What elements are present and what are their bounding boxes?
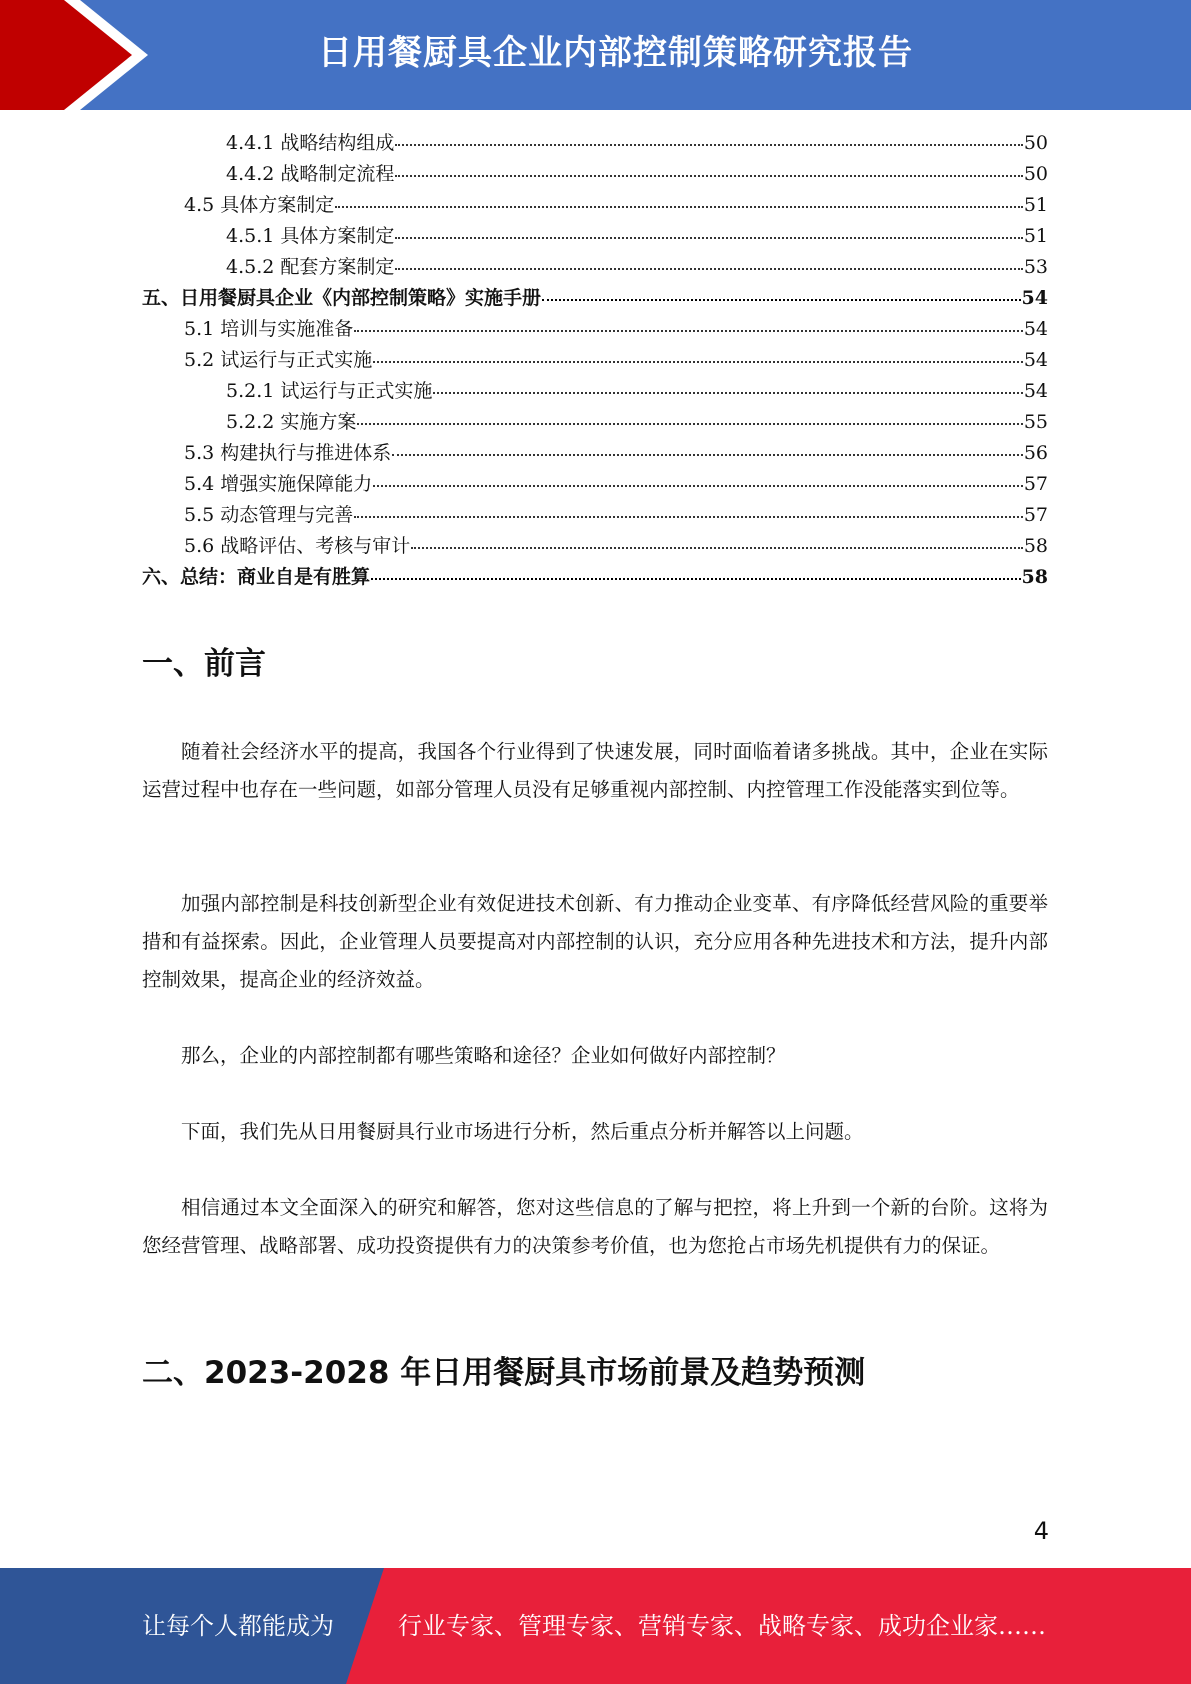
toc-leader-dots — [411, 547, 1023, 549]
toc-entry-page: 58 — [1023, 535, 1048, 557]
toc-entry-page: 51 — [1023, 194, 1048, 216]
toc-entry-label: 5.4 增强实施保障能力 — [184, 473, 373, 495]
header-title: 日用餐厨具企业内部控制策略研究报告 — [318, 33, 913, 73]
toc-entry[interactable] — [226, 407, 1048, 437]
toc-entry-label: 4.4.2 战略制定流程 — [226, 163, 395, 185]
body-paragraph: 随着社会经济水平的提高，我国各个行业得到了快速发展，同时面临着诸多挑战。其中，企业在实际运营过程中也存在一些问题，如部分管理人员没有足够重视内部控制、内控管理工作没能落实到位等。 — [142, 740, 1048, 801]
toc-entry-label: 5.5 动态管理与完善 — [184, 504, 354, 526]
toc-entry-label: 4.5 具体方案制定 — [184, 194, 335, 216]
toc-entry-label: 5.2 试运行与正式实施 — [184, 349, 373, 371]
toc-entry-page: 57 — [1023, 504, 1048, 526]
toc-entry[interactable] — [142, 562, 1048, 592]
toc-entry-page: 57 — [1023, 473, 1048, 495]
toc-leader-dots — [395, 175, 1022, 177]
body-paragraph: 加强内部控制是科技创新型企业有效促进技术创新、有力推动企业变革、有序降低经营风险的重要举措和有益探索。因此，企业管理人员要提高对内部控制的认识，充分应用各种先进技术和方法，提升内部控制效果，提高企业的经济效益。 — [142, 892, 1048, 991]
toc-entry[interactable] — [184, 345, 1048, 375]
toc-entry[interactable] — [142, 283, 1048, 313]
toc-entry-page: 51 — [1023, 225, 1048, 247]
toc-leader-dots — [371, 578, 1021, 580]
body-paragraph: 那么，企业的内部控制都有哪些策略和途径？企业如何做好内部控制？ — [181, 1044, 786, 1067]
toc-entry[interactable] — [226, 376, 1048, 406]
toc-entry-page: 54 — [1023, 349, 1048, 371]
toc-leader-dots — [392, 454, 1023, 456]
toc-entry-page: 54 — [1021, 287, 1048, 309]
toc-entry-page: 58 — [1021, 566, 1048, 588]
toc-entry-page: 54 — [1023, 380, 1048, 402]
toc-leader-dots — [395, 268, 1022, 270]
toc-entry-label: 六、总结：商业自是有胜算 — [142, 566, 371, 588]
section-heading-market-forecast: 二、2023-2028 年日用餐厨具市场前景及趋势预测 — [142, 1355, 866, 1391]
toc-entry[interactable] — [184, 500, 1048, 530]
toc-entry-page: 55 — [1023, 411, 1048, 433]
toc-leader-dots — [354, 516, 1023, 518]
toc-entry-page: 53 — [1023, 256, 1048, 278]
toc-entry-label: 五、日用餐厨具企业《内部控制策略》实施手册 — [142, 287, 542, 309]
toc-entry[interactable] — [226, 128, 1048, 158]
toc-leader-dots — [395, 144, 1022, 146]
section-heading-preface: 一、前言 — [142, 646, 266, 682]
toc-entry-label: 5.6 战略评估、考核与审计 — [184, 535, 411, 557]
toc-entry[interactable] — [226, 221, 1048, 251]
body-paragraph: 下面，我们先从日用餐厨具行业市场进行分析，然后重点分析并解答以上问题。 — [181, 1120, 864, 1143]
toc-leader-dots — [395, 237, 1022, 239]
page-header — [0, 0, 1191, 110]
toc-leader-dots — [335, 206, 1023, 208]
toc-entry-label: 4.4.1 战略结构组成 — [226, 132, 395, 154]
toc-entry-label: 4.5.2 配套方案制定 — [226, 256, 395, 278]
page-number: 4 — [1033, 1517, 1049, 1545]
toc-entry[interactable] — [184, 190, 1048, 220]
toc-leader-dots — [542, 299, 1021, 301]
toc-entry-label: 5.3 构建执行与推进体系 — [184, 442, 392, 464]
footer-slogan-left: 让每个人都能成为 — [142, 1612, 334, 1640]
toc-leader-dots — [357, 423, 1022, 425]
toc-entry-label: 5.1 培训与实施准备 — [184, 318, 354, 340]
toc-entry[interactable] — [184, 314, 1048, 344]
toc-entry[interactable] — [226, 252, 1048, 282]
toc-entry-page: 56 — [1023, 442, 1048, 464]
toc-entry-page: 50 — [1023, 132, 1048, 154]
toc-entry[interactable] — [184, 531, 1048, 561]
toc-entry-page: 50 — [1023, 163, 1048, 185]
toc-leader-dots — [433, 392, 1022, 394]
page-footer — [0, 1568, 1191, 1684]
toc-entry-label: 4.5.1 具体方案制定 — [226, 225, 395, 247]
toc-entry[interactable] — [226, 159, 1048, 189]
toc-entry-page: 54 — [1023, 318, 1048, 340]
body-paragraph: 相信通过本文全面深入的研究和解答，您对这些信息的了解与把控，将上升到一个新的台阶。这将为您经营管理、战略部署、成功投资提供有力的决策参考价值，也为您抢占市场先机提供有力的保证。 — [142, 1196, 1048, 1257]
toc-entry-label: 5.2.2 实施方案 — [226, 411, 357, 433]
toc-entry-label: 5.2.1 试运行与正式实施 — [226, 380, 433, 402]
footer-slogan-right: 行业专家、管理专家、营销专家、战略专家、成功企业家…… — [398, 1612, 1046, 1640]
toc-entry[interactable] — [184, 469, 1048, 499]
toc-leader-dots — [373, 485, 1023, 487]
toc-leader-dots — [373, 361, 1023, 363]
toc-leader-dots — [354, 330, 1023, 332]
toc-entry[interactable] — [184, 438, 1048, 468]
